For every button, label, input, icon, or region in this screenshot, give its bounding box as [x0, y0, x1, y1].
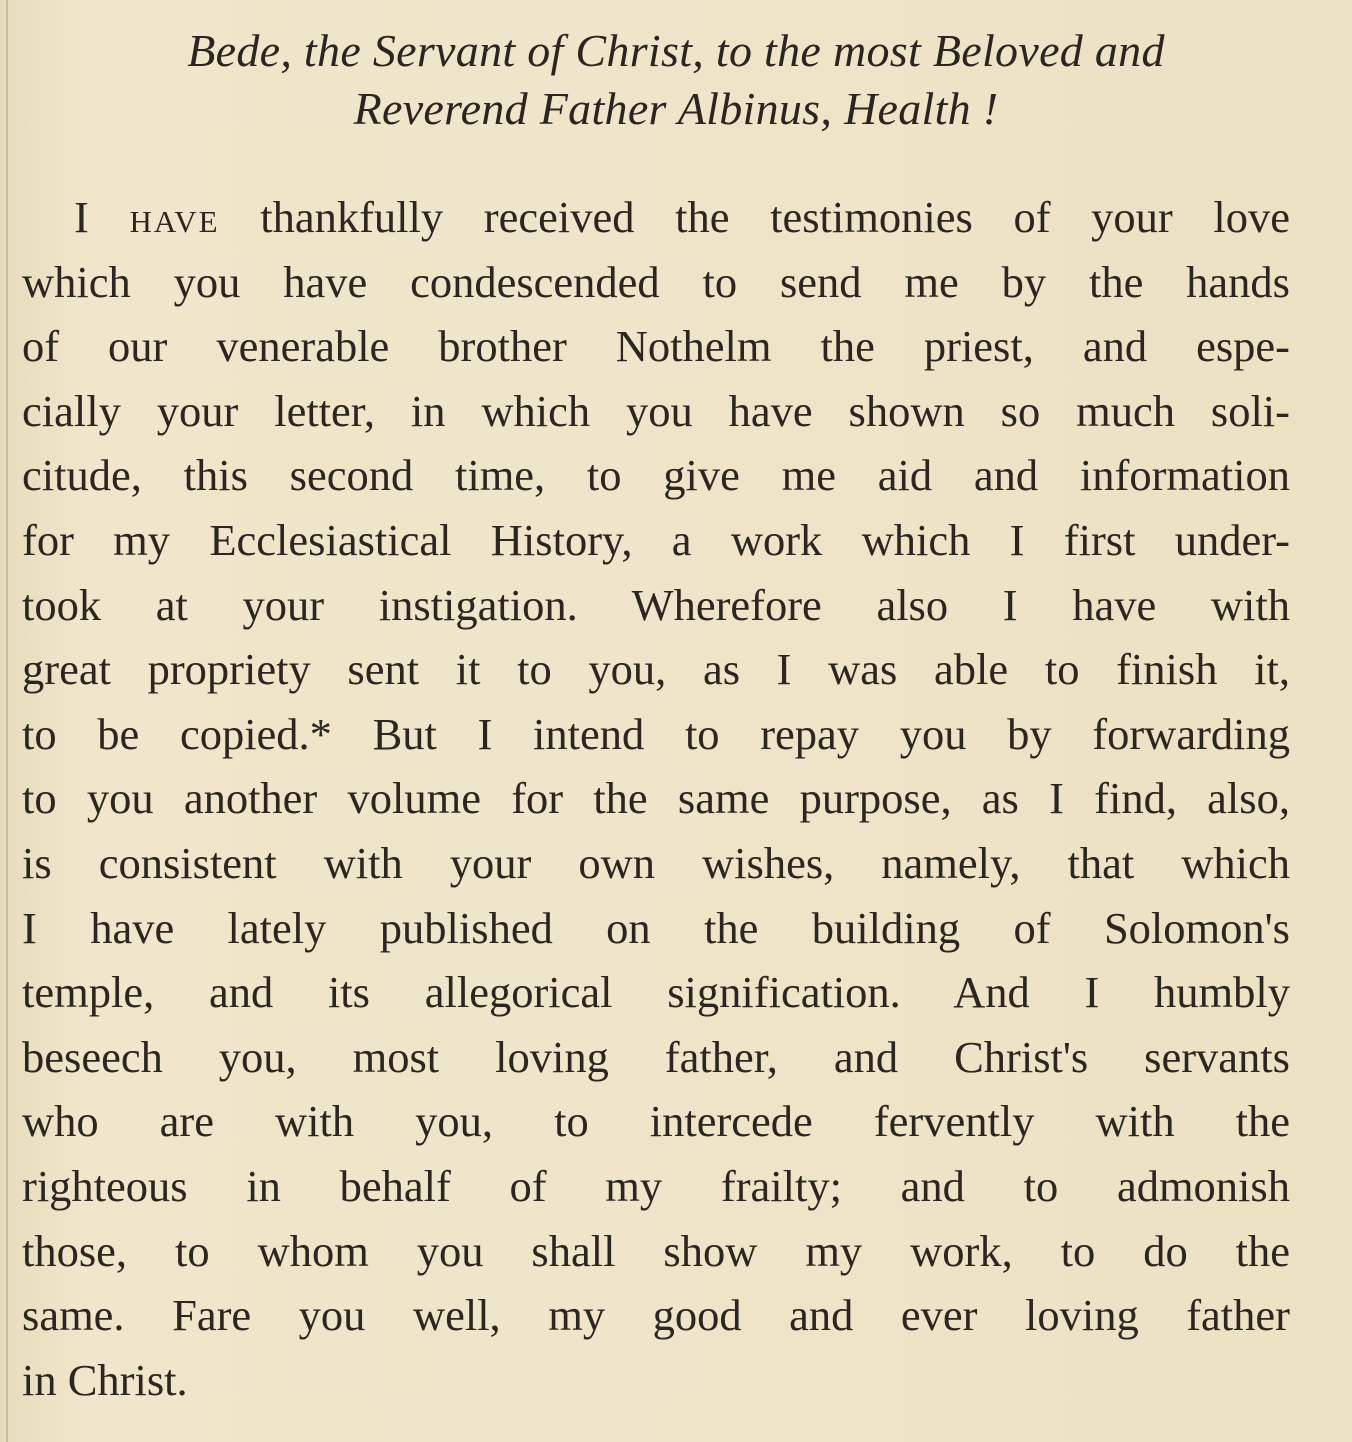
- text-line: for my Ecclesiastical History, a work which I first under-: [22, 514, 1290, 565]
- line-text: thankfully received the testimonies of your love: [219, 192, 1291, 242]
- text-line: same. Fare you well, my good and ever loving father: [22, 1290, 1290, 1341]
- text-line: cially your letter, in which you have shown so much soli-: [22, 385, 1290, 436]
- text-line: citude, this second time, to give me aid and information: [22, 450, 1290, 501]
- letter-body: [22, 185, 1290, 1412]
- text-line: to be copied.* But I intend to repay you by forwarding: [22, 708, 1290, 759]
- opening-word: I: [74, 192, 89, 242]
- text-line: which you have condescended to send me by the hands: [22, 256, 1290, 307]
- text-line: in Christ.: [22, 1354, 188, 1405]
- heading-line-1: Bede, the Servant of Christ, to the most Beloved and: [187, 25, 1165, 76]
- text-line: righteous in behalf of my frailty; and to admonish: [22, 1160, 1290, 1211]
- text-line: I have lately published on the building of Solomon's: [22, 902, 1290, 953]
- text-line: temple, and its allegorical signification. And I humbly: [22, 967, 1290, 1018]
- text-line: [22, 185, 1290, 250]
- heading-line-2: Reverend Father Albinus, Health !: [353, 83, 999, 134]
- text-line: is consistent with your own wishes, namely, that which: [22, 837, 1290, 888]
- text-line: took at your instigation. Wherefore also I have with: [22, 579, 1290, 630]
- text-line: of our venerable brother Nothelm the priest, and espe-: [22, 321, 1290, 372]
- text-line: beseech you, most loving father, and Christ's servants: [22, 1031, 1290, 1082]
- text-line: great propriety sent it to you, as I was able to finish it,: [22, 644, 1290, 695]
- page-edge: [6, 0, 8, 1442]
- letter-heading: [0, 22, 1352, 138]
- text-line: to you another volume for the same purpose, as I find, also,: [22, 773, 1290, 824]
- opening-smallcaps: have: [129, 192, 220, 242]
- text-line: those, to whom you shall show my work, to do the: [22, 1225, 1290, 1276]
- text-line: who are with you, to intercede fervently with the: [22, 1096, 1290, 1147]
